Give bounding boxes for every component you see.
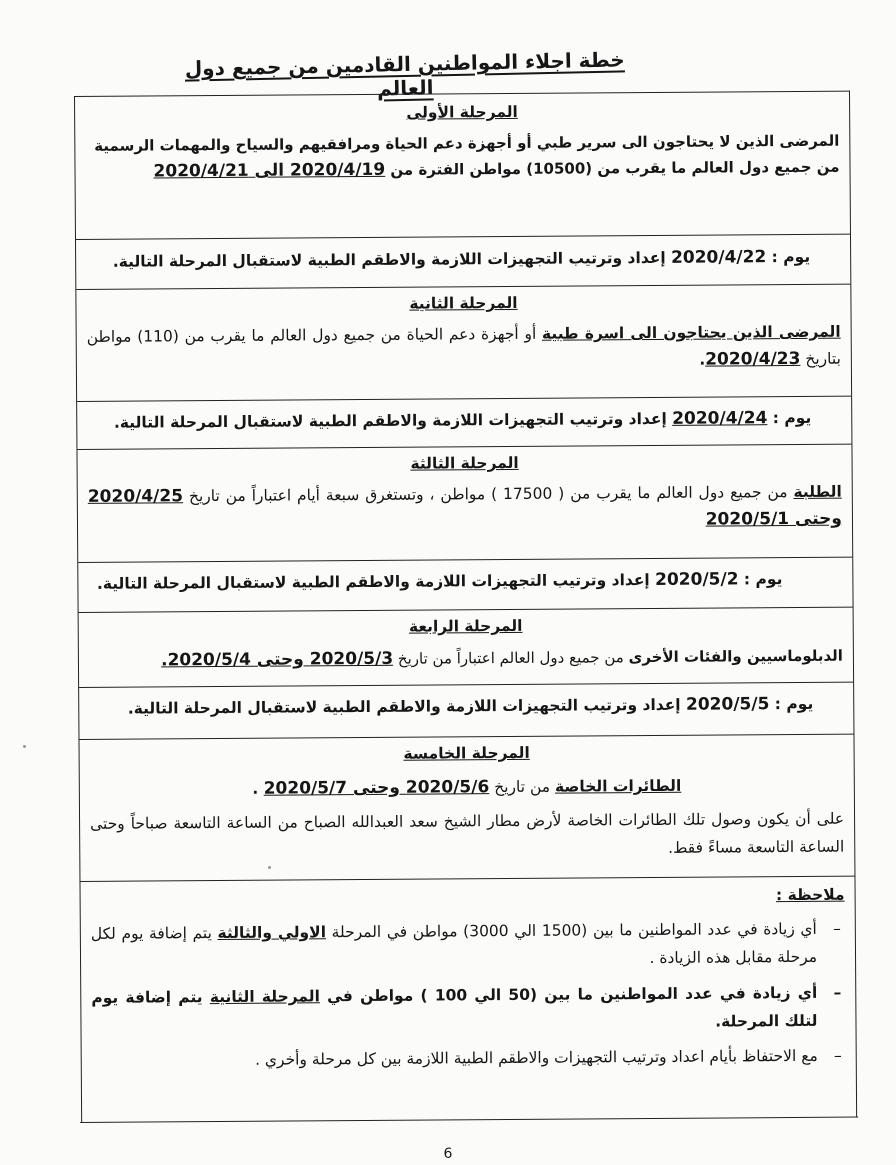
notes-area [80,877,856,1122]
stage-1-cell [75,92,850,240]
prep-3-row [88,567,842,596]
page-number: 6 [443,1146,453,1162]
prep-4-date: 2020/5/5 [685,694,770,715]
note-item-1 [91,915,845,976]
stage-1-text: من جميع دول العالم ما يقرب من (10500) مواطن الفترة من [385,157,840,179]
stage-1-date-from: 2020/4/19 [289,159,386,181]
stage-4-text: من جميع دول العالم اعتباراً من تاريخ [393,648,629,668]
prep-2-prefix: يوم : [767,408,812,428]
stage-3-date-range: 2020/4/25 وحتى 2020/5/1 [87,486,843,530]
note-2-dash: – [833,983,842,1002]
note-2-text-b: يتم إضافة يوم لتلك المرحلة. [91,988,818,1031]
note-1-dash: – [833,919,841,938]
stage-1-to-word: الى [248,160,291,181]
page-title: خطة اجلاء المواطنين القادمين من جميع دول العالم [184,47,625,101]
stage-5-paragraph: على أن يكون وصول تلك الطائرات الخاصة لأرض مطار الشيخ سعد العبدالله الصباح من الساعة التاسعة صباحاً وحتى الساعة التاسعة مساءً فقط. [90,809,845,857]
stage-4-date-range: 2020/5/3 وحتى 2020/5/4. [160,648,394,671]
stage-4-paragraph [89,644,843,673]
prep-3-text: إعداد وترتيب التجهيزات اللازمة والاطقم الطبية لاستقبال المرحلة التالية. [96,570,656,593]
prep-4-prefix: يوم : [769,694,814,714]
prep-1-prefix: يوم : [766,247,811,267]
note-item-2 [91,979,845,1040]
stage-1-heading: المرحلة الأولى [406,102,518,122]
note-2-text-a: أي زيادة في عدد المواطنين ما بين (50 الي 100 ) مواطن في [319,983,818,1006]
prep-3-prefix: يوم : [738,570,783,589]
speck-2 [268,866,271,869]
note-1-stages: الاولي والثالثة [217,923,327,943]
prep-2-cell [77,397,851,450]
prep-2-text: إعداد وترتيب التجهيزات اللازمة والاطقم الطبية لاستقبال المرحلة التالية. [113,409,673,432]
stage-3-cell [77,445,852,563]
stage-3-paragraph [88,479,842,538]
stage-4-heading: المرحلة الرابعة [408,616,523,636]
stage-2-paragraph [87,319,841,378]
notes-list [91,915,846,1074]
stage-5-heading: المرحلة الخامسة [403,743,530,763]
stage-5-text: من تاريخ [489,777,556,797]
prep-4-cell [79,683,853,740]
stage-2-heading: المرحلة الثانية [409,293,518,313]
stage-1-line1: المرضى الذين لا يحتاجون الى سرير طبي أو أجهزة دعم الحياة ومرافقيهم والسياح والمهمات الرسمية [94,131,840,155]
stage-2-date: 2020/4/23 [705,348,801,370]
prep-1-date: 2020/4/22 [670,247,767,268]
stage-5-dates-line [90,773,844,802]
note-item-3 [92,1043,846,1074]
stage-2-cell [76,285,851,402]
stage-3-heading: المرحلة الثالثة [410,453,519,473]
note-2-stage: المرحلة الثانية [209,987,320,1007]
stage-5-private-jets: الطائرات الخاصة [554,776,682,796]
stage-3-students: الطلبة [793,482,842,501]
note-1-text-a: أي زيادة في عدد المواطنين ما بين (1500 الي 3000) مواطن في المرحلة [325,919,817,942]
note-3-dash: – [833,1046,842,1065]
stage-2-text: أو أجهزة دعم الحياة من جميع دول العالم ما يقرب من (110) مواطن بتاريخ [86,324,841,368]
stage-3-text: من جميع دول العالم ما يقرب من ( 17500 ) مواطن ، وتستغرق سبعة أيام اعتباراً من تاريخ [182,482,794,506]
prep-3-cell [78,558,852,613]
evacuation-plan-table [74,91,857,1123]
prep-4-text: إعداد وترتيب التجهيزات اللازمة والاطقم الطبية لاستقبال المرحلة التالية. [127,695,687,718]
stage-2-patients: المرضى الذين يحتاجون الى اسرة طبية [541,322,841,343]
prep-3-date: 2020/5/2 [655,569,739,590]
stage-5-date-range: 2020/5/6 وحتى 2020/5/7 [263,777,490,799]
prep-1-row [86,245,840,274]
stage-5-end: . [252,779,264,798]
note-3-text: مع الاحتفاظ بأيام اعداد وترتيب التجهيزات والاطقم الطبية اللازمة بين كل مرحلة وأخري . [254,1046,818,1069]
prep-2-row [87,406,841,435]
stage-1-date-to: 2020/4/21 [153,160,249,182]
stage-1-line2 [85,154,839,185]
note-1-text-b: يتم إضافة يوم لكل مرحلة مقابل هذه الزيادة . [90,924,818,968]
notes-heading: ملاحظة : [775,885,845,905]
stage-2-end: . [699,350,706,369]
prep-2-date: 2020/4/24 [672,408,768,429]
stage-5-cell [79,735,854,882]
stage-4-cell [79,608,854,688]
prep-4-row [89,692,843,721]
stage-4-diplomats: الدبلوماسيين والفئات الأخرى [628,646,843,667]
prep-1-cell [76,235,850,290]
speck-1 [23,745,26,748]
prep-1-text: إعداد وترتيب التجهيزات اللازمة والاطقم الطبية لاستقبال المرحلة التالية. [112,248,672,271]
